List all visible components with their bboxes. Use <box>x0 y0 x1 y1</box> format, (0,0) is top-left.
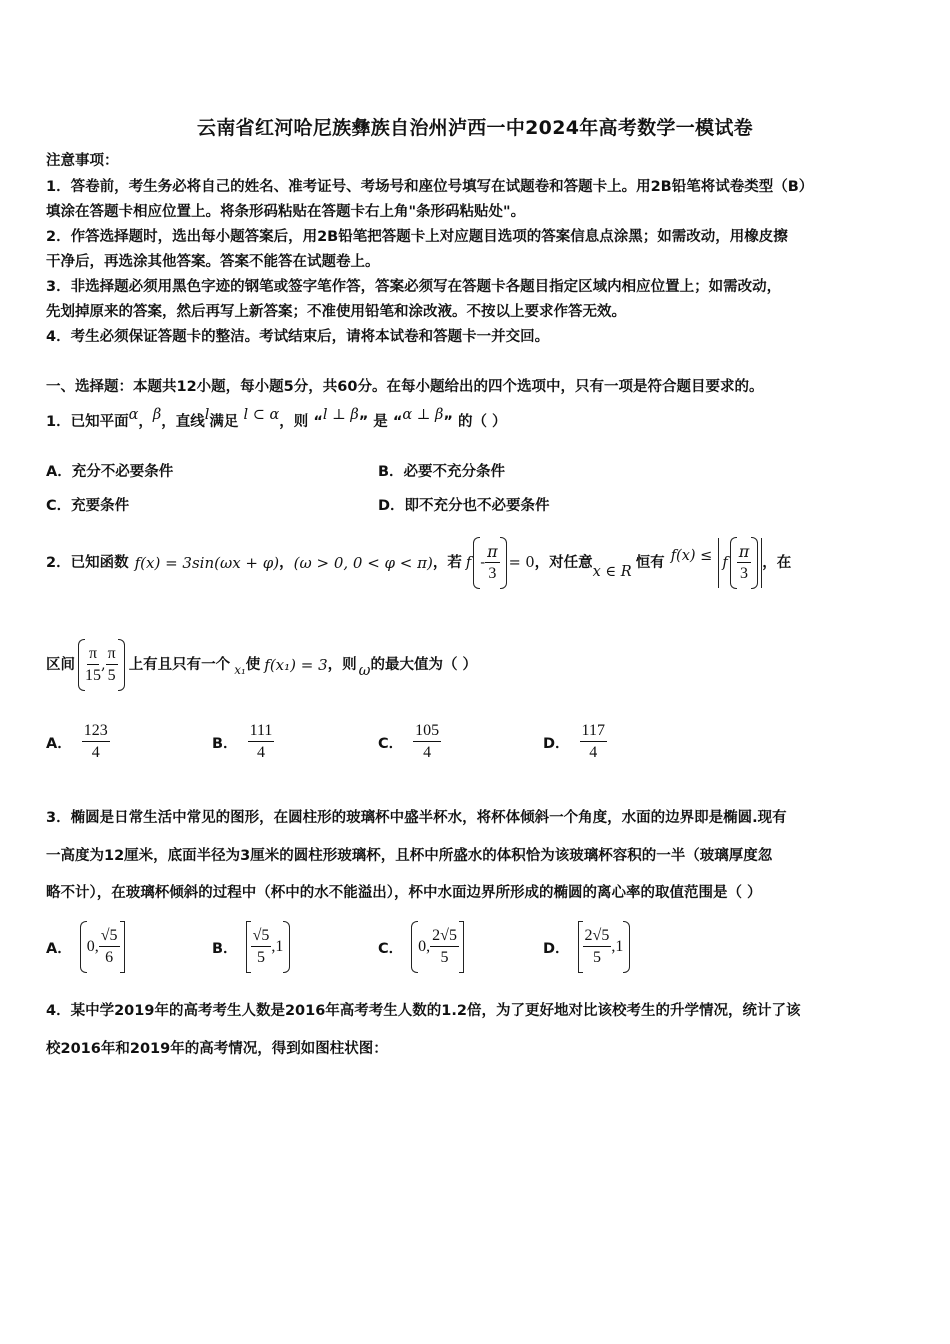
frac-den: 4 <box>589 744 598 761</box>
abs-bar-left <box>718 538 719 588</box>
f-symbol: f <box>722 555 728 571</box>
left-paren <box>730 537 737 589</box>
q2-text: 恒有 <box>635 555 665 571</box>
frac-num: π <box>87 645 99 665</box>
line-l-symbol: l <box>204 407 210 423</box>
frac-den: 5 <box>440 949 449 966</box>
interval-right: ,1 <box>271 938 284 955</box>
interval-left: 0, <box>86 938 99 955</box>
option-fraction <box>580 722 607 762</box>
frac-den: 3 <box>488 565 497 582</box>
fraction-pi-over-3 <box>737 543 752 583</box>
right-bracket <box>120 921 125 973</box>
fraction-pi-over-15 <box>85 645 101 685</box>
notice-line: 1．答卷前，考生务必将自己的姓名、准考证号、考场号和座位号填写在试题卷和答题卡上。用2B铅笔将试卷类型（B） <box>46 179 814 195</box>
frac-num: π <box>487 542 498 561</box>
option-label: D． <box>543 735 570 752</box>
interval-left: 0, <box>418 938 431 955</box>
q1-text: ” 的（ ） <box>443 414 507 430</box>
q1-text: ，则 “ <box>279 414 323 430</box>
q3-option-b[interactable] <box>212 920 290 974</box>
fraction-pi-over-5 <box>106 645 118 685</box>
q2-text: ，在 <box>762 555 792 571</box>
alpha-symbol: α <box>128 407 139 423</box>
q1-text: ，直线 <box>161 414 205 430</box>
q2-text: 使 <box>245 657 261 673</box>
frac-den: 3 <box>739 565 748 582</box>
option-label: B． <box>212 735 238 752</box>
q2-text: ，则 <box>327 657 357 673</box>
beta-symbol: β <box>152 407 162 423</box>
question-3-line: 略不计），在玻璃杯倾斜的过程中（杯中的水不能溢出），杯中水面边界所形成的椭圆的离心率的取值范围是（ ） <box>46 885 762 901</box>
frac-num: 123 <box>82 722 110 742</box>
q1-text: 1．已知平面 <box>46 414 129 430</box>
frac-den: 4 <box>423 744 432 761</box>
proposition-2: α ⊥ β <box>402 407 444 423</box>
interval <box>80 921 125 973</box>
notice-line: 先划掉原来的答案，然后再写上新答案；不准使用铅笔和涂改液。不按以上要求作答无效。 <box>46 304 626 320</box>
option-label: C． <box>378 735 404 752</box>
q2-text: ，若 <box>432 555 462 571</box>
right-paren <box>500 537 507 589</box>
question-2-stem-line1 <box>46 538 791 588</box>
notice-line: 2．作答选择题时，选出每小题答案后，用2B铅笔把答题卡上对应题目选项的答案信息点涂黑；如需改动，用橡皮擦 <box>46 229 788 245</box>
q1-text: ” 是 “ <box>358 414 403 430</box>
option-fraction <box>82 722 110 762</box>
left-paren <box>411 921 418 973</box>
q3-option-c[interactable] <box>378 920 464 974</box>
question-3-line: 3．椭圆是日常生活中常见的图形，在圆柱形的玻璃杯中盛半杯水，将杯体倾斜一个角度，水面的边界即是椭圆.现有 <box>46 810 787 826</box>
question-4-line: 校2016年和2019年的高考情况，得到如图柱状图： <box>46 1041 388 1057</box>
frac-num: π <box>738 542 750 561</box>
frac-num: 111 <box>248 722 275 742</box>
condition-formula: l ⊂ α <box>243 407 280 423</box>
interval <box>578 921 631 973</box>
frac-den: 5 <box>592 949 601 966</box>
notice-heading: 注意事项： <box>46 153 119 169</box>
q1-text: 满足 <box>209 414 239 430</box>
x1-symbol: x₁ <box>234 663 246 677</box>
question-2-stem-line2 <box>46 640 477 690</box>
notice-line: 填涂在答题卡相应位置上。将条形码粘贴在答题卡右上角"条形码粘贴处"。 <box>46 204 526 220</box>
function-formula: f(x) = 3sin(ωx + φ) <box>134 554 280 572</box>
frac-den: 4 <box>256 744 265 761</box>
option-label: A． <box>46 735 72 752</box>
interval-fraction <box>583 927 612 967</box>
parameter-range: (ω > 0, 0 < φ < π) <box>293 554 433 572</box>
question-4-line: 4．某中学2019年的高考考生人数是2016年高考考生人数的1.2倍，为了更好地对比该校考生的升学情况，统计了该 <box>46 1003 801 1019</box>
omega-symbol: ω <box>358 663 371 679</box>
right-paren <box>751 537 758 589</box>
q2-text: ，对任意 <box>534 555 593 571</box>
frac-num: √5 <box>99 927 120 947</box>
frac-den: 5 <box>107 667 116 684</box>
frac-den: 6 <box>105 949 114 966</box>
right-paren <box>283 921 290 973</box>
frac-num: 2√5 <box>430 927 459 947</box>
comma: , <box>101 657 106 673</box>
notice-line: 3．非选择题必须用黑色字迹的钢笔或签字笔作答，答案必须写在答题卡各题目指定区域内相应位置上；如需改动， <box>46 279 782 295</box>
option-label: A． <box>46 940 72 957</box>
frac-den: 5 <box>256 949 265 966</box>
frac-den: 15 <box>85 667 101 684</box>
option-fraction <box>413 722 441 762</box>
interval-fraction <box>430 927 459 967</box>
q2-option-a[interactable] <box>46 722 110 762</box>
q1-option-c[interactable]: C．充要条件 <box>46 498 130 514</box>
frac-num: π <box>106 645 118 665</box>
q2-text: 2．已知函数 <box>46 555 129 571</box>
option-label: B． <box>212 940 238 957</box>
frac-num: 105 <box>413 722 441 742</box>
frac-num: 2√5 <box>583 927 612 947</box>
fx-le: f(x) ≤ <box>670 548 713 564</box>
option-label: D． <box>543 940 570 957</box>
interval-fraction <box>251 927 272 967</box>
right-paren <box>118 639 125 691</box>
proposition-1: l ⊥ β <box>322 407 359 423</box>
interval <box>246 921 291 973</box>
x-in-r: x ∈ R <box>592 564 632 580</box>
left-paren <box>80 921 87 973</box>
q2-text: ， <box>279 555 294 571</box>
frac-num: 117 <box>580 722 607 742</box>
q2-option-c[interactable] <box>378 722 441 762</box>
q2-text: 的最大值为（ ） <box>370 657 478 673</box>
question-3-line: 一高度为12厘米，底面半径为3厘米的圆柱形玻璃杯，且杯中所盛水的体积恰为该玻璃杯容积的一半（玻璃厚度忽 <box>46 848 773 864</box>
section-heading: 一、选择题：本题共12小题，每小题5分，共60分。在每小题给出的四个选项中，只有一项是符合题目要求的。 <box>46 379 764 395</box>
option-label: C． <box>378 940 404 957</box>
q3-option-a[interactable] <box>46 920 125 974</box>
q3-option-d[interactable] <box>543 920 630 974</box>
interval-right: ,1 <box>611 938 624 955</box>
option-fraction <box>248 722 275 762</box>
q1-text: ， <box>138 414 153 430</box>
right-bracket <box>459 921 464 973</box>
q2-option-d[interactable] <box>543 722 607 762</box>
q2-text: 上有且只有一个 <box>128 657 231 673</box>
q2-option-b[interactable] <box>212 722 274 762</box>
q2-text: 区间 <box>46 657 75 673</box>
notice-line: 4．考生必须保证答题卡的整洁。考试结束后，请将本试卷和答题卡一并交回。 <box>46 329 550 345</box>
frac-num: √5 <box>251 927 272 947</box>
q1-option-b[interactable]: B．必要不充分条件 <box>378 464 506 480</box>
minus-sign: - <box>480 555 486 571</box>
right-paren <box>623 921 630 973</box>
notice-line: 干净后，再选涂其他答案。答案不能答在试题卷上。 <box>46 254 380 270</box>
left-paren <box>78 639 85 691</box>
frac-den: 4 <box>91 744 100 761</box>
interval <box>411 921 464 973</box>
exam-title: 云南省红河哈尼族彝族自治州泸西一中2024年高考数学一模试卷 <box>197 117 753 139</box>
question-1-stem <box>46 407 507 432</box>
equals-zero: = 0 <box>508 555 535 571</box>
left-paren <box>473 537 480 589</box>
fx1-equals-3: f(x₁) = 3 <box>264 656 328 674</box>
fraction-pi-over-3 <box>485 543 500 583</box>
q1-option-a[interactable]: A．充分不必要条件 <box>46 464 174 480</box>
f-symbol: f <box>465 555 472 571</box>
q1-option-d[interactable]: D．即不充分也不必要条件 <box>378 498 550 514</box>
interval-fraction <box>99 927 120 967</box>
